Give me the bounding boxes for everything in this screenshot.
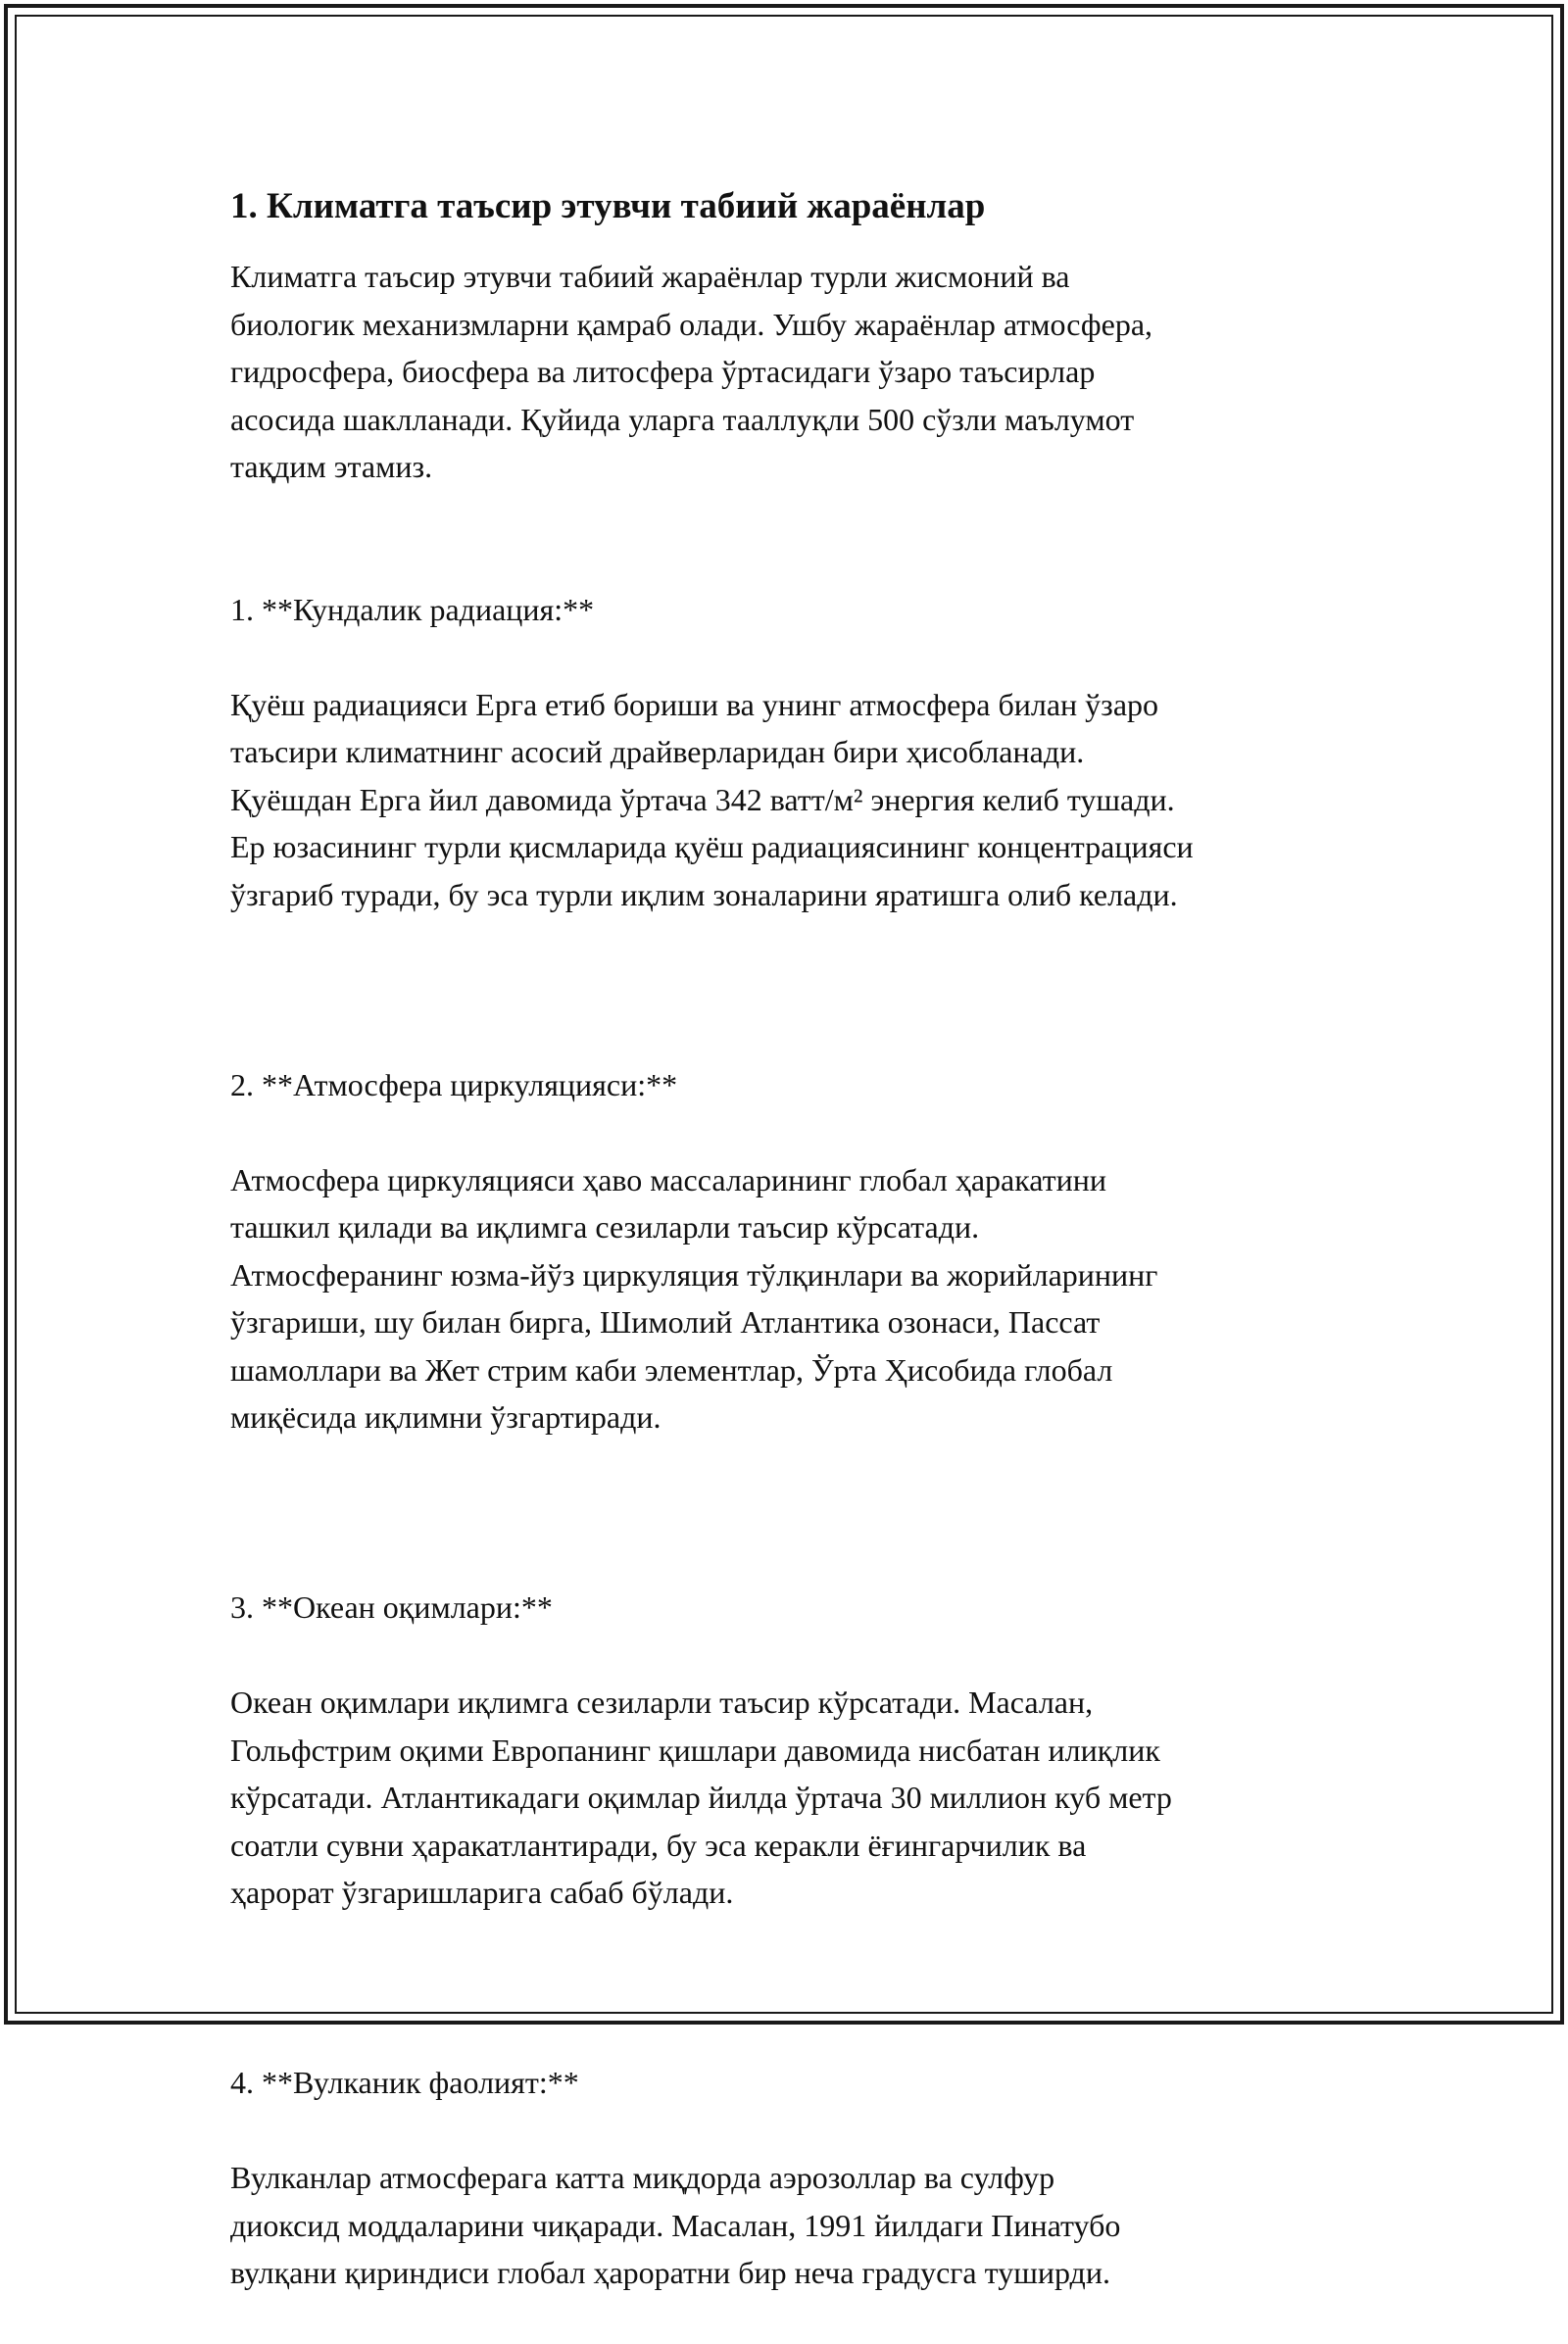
list-item [230,538,1348,966]
paragraph-gap [230,966,1348,1014]
intro-paragraph: Климатга таъсир этувчи табиий жараёнлар турли жисмоний ва биологик механизмларни қамраб олади. Ушбу жараёнлар атмосфера, гидросфера, биосфера ва литосфера ўртасидаги ўзаро таъсирлар асосида шаклланади. Қуйида уларга тааллуқли 500 сўзли маълумот тақдим этамиз. [230,253,1348,491]
item-title: 2. **Атмосфера циркуляцияси:** [230,1061,1348,1109]
item-body: Қуёш радиацияси Ерга етиб бориши ва унинг атмосфера билан ўзаро таъсири климатнинг асосий драйверларидан бири ҳисобланади. Қуёшдан Ерга йил давомида ўртача 342 ватт/м² энергия келиб тушади. Ер юзасининг турли қисмларида қуёш радиациясининг концентрацияси ўзгариб туради, бу эса турли иқлим зоналарини яратишга олиб келади. [230,681,1348,919]
section-heading: 1. Климатга таъсир этувчи табиий жараёнлар [230,183,1348,230]
list-item [230,1013,1348,1489]
item-body: Океан оқимлари иқлимга сезиларли таъсир кўрсатади. Масалан, Гольфстрим оқими Европанинг қишлари давомида нисбатан илиқлик кўрсатади. Атлантикадаги оқимлар йилда ўртача 30 миллион куб метр соатли сувни ҳаракатлантиради, бу эса керакли ёғингарчилик ва ҳарорат ўзгаришларига сабаб бўлади. [230,1679,1348,1917]
list-item [230,2012,1348,2344]
item-title: 4. **Вулканик фаолият:** [230,2059,1348,2107]
item-title: 3. **Океан оқимлари:** [230,1584,1348,1632]
item-body: Атмосфера циркуляцияси ҳаво массаларининг глобал ҳаракатини ташкил қилади ва иқлимга сезиларли таъсир кўрсатади. Атмосферанинг юзма-йўз циркуляция тўлқинлари ва жорийларининг ўзгариши, шу билан бирга, Шимолий Атлантика озонаси, Пассат шамоллари ва Жет стрим каби элементлар, Ўрта Ҳисобида глобал миқёсида иқлимни ўзгартиради. [230,1156,1348,1441]
item-body: Вулканлар атмосферага катта миқдорда аэрозоллар ва сулфур диоксид моддаларини чиқаради. Масалан, 1991 йилдаги Пинатубо вулқани қириндиси глобал ҳароратни бир неча градусга туширди. [230,2154,1348,2297]
item-title: 1. **Кундалик радиация:** [230,586,1348,634]
document-body [230,183,1348,2344]
paragraph-gap [230,1489,1348,1537]
paragraph-gap [230,491,1348,539]
list-item [230,1537,1348,1965]
paragraph-gap [230,1964,1348,2012]
